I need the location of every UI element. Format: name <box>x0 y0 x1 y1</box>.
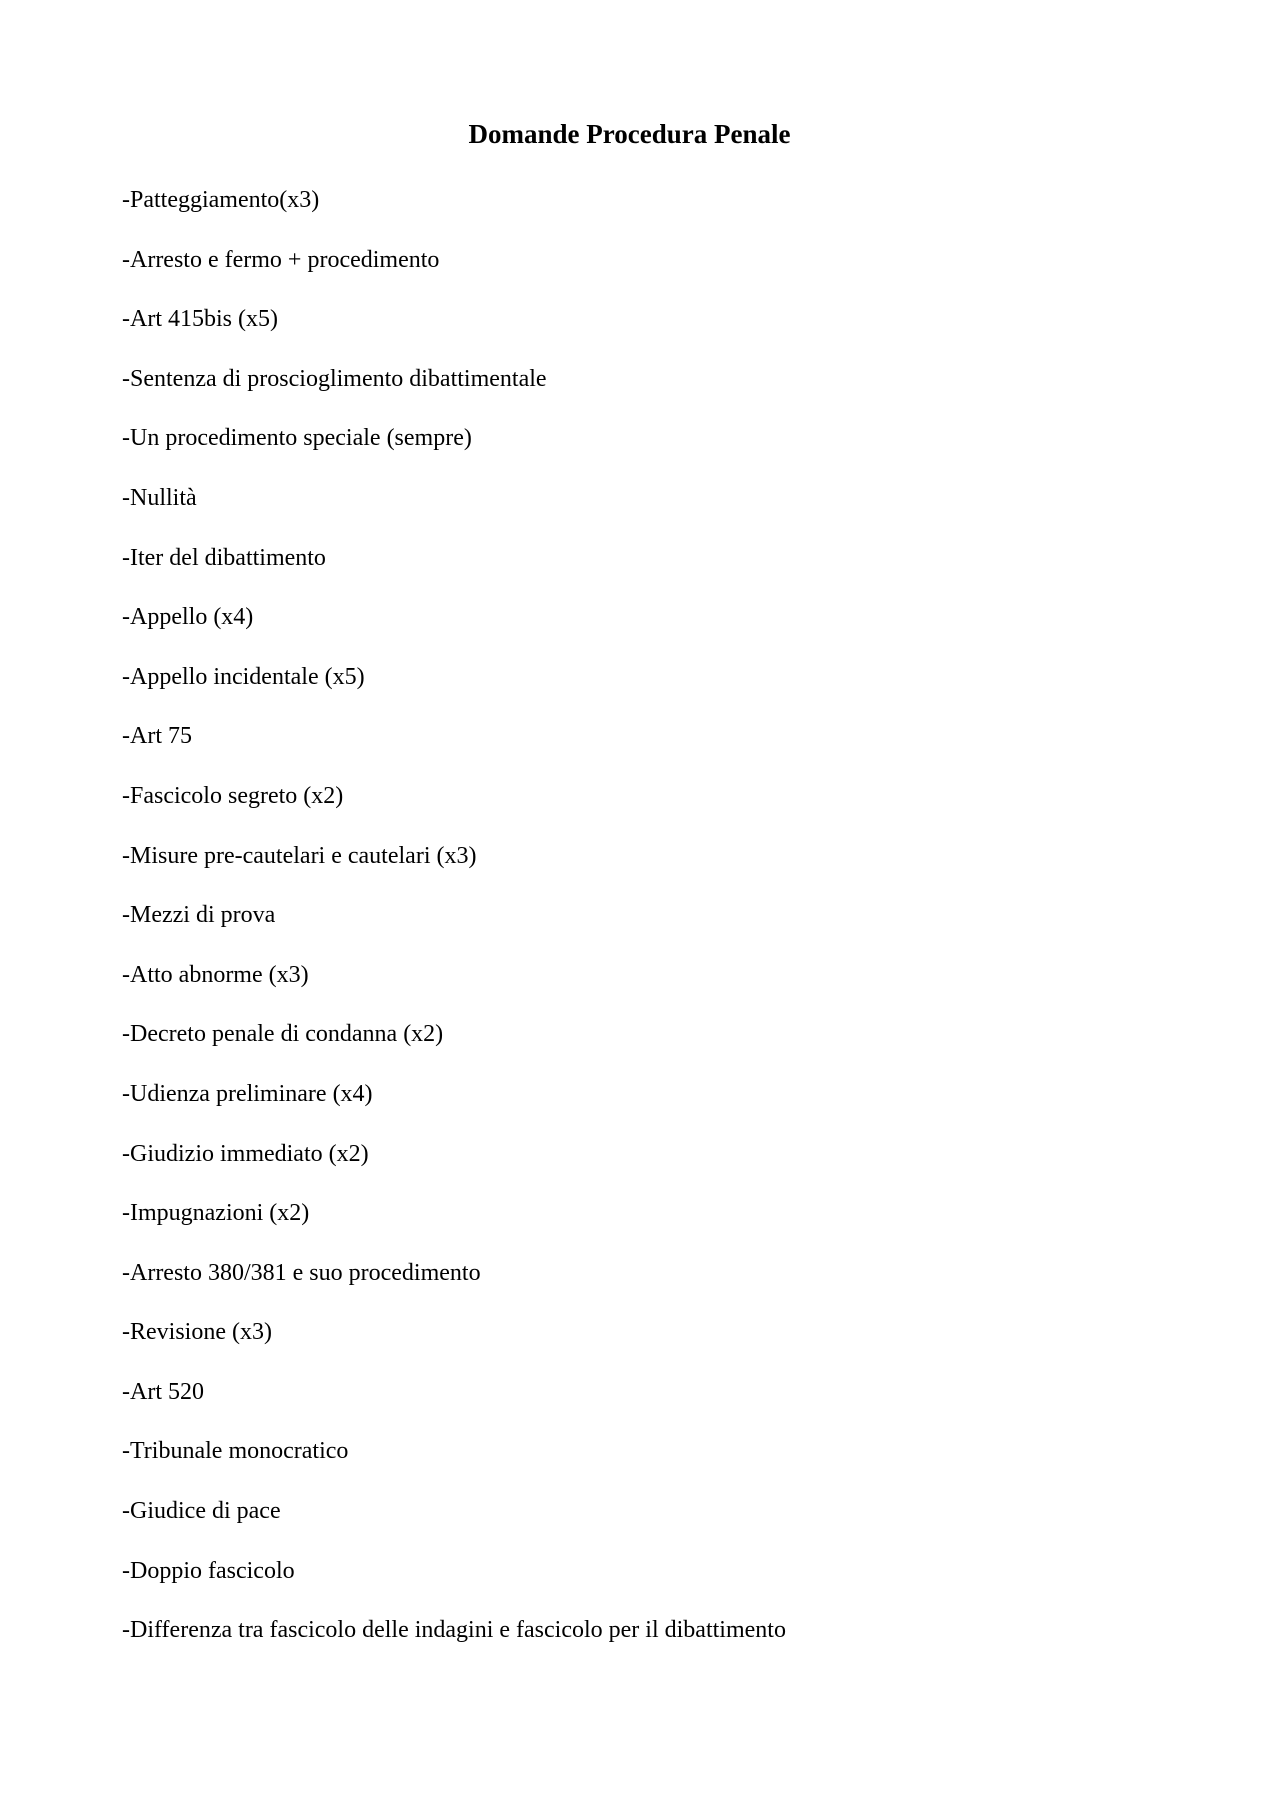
list-item: -Misure pre-cautelari e cautelari (x3) <box>122 842 477 869</box>
list-item: -Fascicolo segreto (x2) <box>122 782 344 809</box>
list-item: -Tribunale monocratico <box>122 1438 349 1465</box>
list-item: -Decreto penale di condanna (x2) <box>122 1021 444 1048</box>
question-list <box>122 184 1222 1674</box>
list-item: -Sentenza di proscioglimento dibattimentale <box>122 365 547 392</box>
list-item: -Differenza tra fascicolo delle indagini e fascicolo per il dibattimento <box>122 1617 786 1644</box>
list-item: -Giudizio immediato (x2) <box>122 1140 369 1167</box>
list-item: -Patteggiamento(x3) <box>122 187 320 213</box>
list-item: -Revisione (x3) <box>122 1319 272 1346</box>
list-item: -Art 415bis (x5) <box>122 306 278 333</box>
list-item: -Arresto e fermo + procedimento <box>122 246 440 273</box>
list-item: -Appello (x4) <box>122 604 254 631</box>
list-item: -Impugnazioni (x2) <box>122 1200 310 1227</box>
list-item: -Udienza preliminare (x4) <box>122 1080 373 1107</box>
list-item: -Iter del dibattimento <box>122 544 326 571</box>
list-item: -Appello incidentale (x5) <box>122 663 365 690</box>
list-item: -Art 75 <box>122 723 192 750</box>
list-item: -Un procedimento speciale (sempre) <box>122 425 472 452</box>
list-item: -Nullità <box>122 484 197 511</box>
page-title: Domande Procedura Penale <box>468 119 791 149</box>
list-item: -Arresto 380/381 e suo procedimento <box>122 1259 481 1286</box>
list-item: -Atto abnorme (x3) <box>122 961 309 988</box>
list-item: -Giudice di pace <box>122 1498 281 1525</box>
list-item: -Art 520 <box>122 1378 204 1405</box>
list-item: -Mezzi di prova <box>122 902 276 929</box>
list-item: -Doppio fascicolo <box>122 1557 295 1584</box>
